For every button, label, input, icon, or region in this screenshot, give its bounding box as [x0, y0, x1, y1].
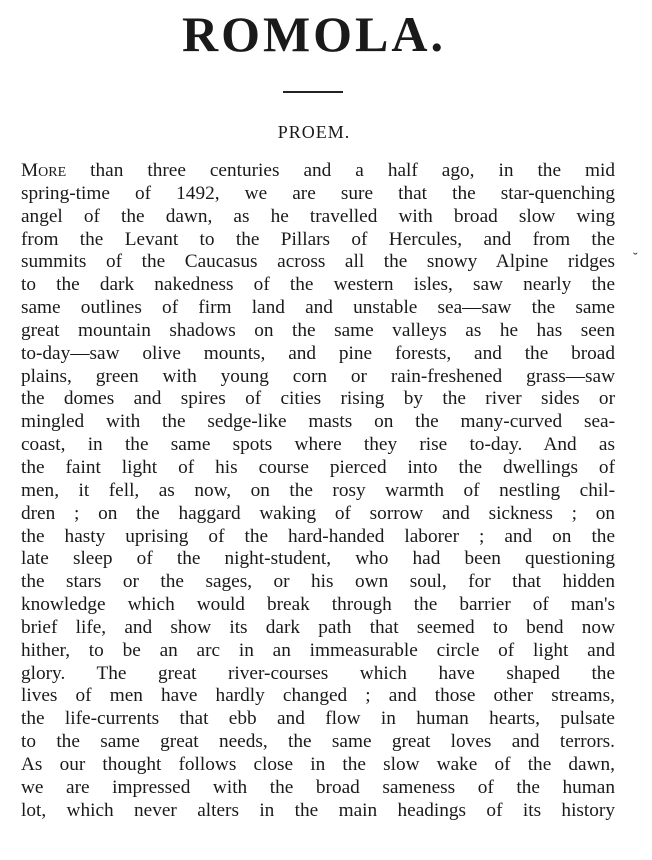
text-line — [21, 160, 615, 183]
opening-word: More — [21, 160, 67, 181]
text-line: from the Levant to the Pillars of Hercules, and from the — [21, 228, 615, 250]
text-line: dren ; on the haggard waking of sorrow and sickness ; on — [21, 502, 615, 524]
text-line: knowledge which would break through the barrier of man's — [21, 594, 615, 616]
text-line: the faint light of his course pierced into the dwellings of — [21, 456, 615, 478]
text-line: we are impressed with the broad sameness of the human — [21, 776, 615, 798]
text-line: angel of the dawn, as he travelled with broad slow wing — [21, 205, 615, 227]
section-heading: PROEM. — [277, 122, 351, 142]
title-divider — [283, 91, 343, 93]
text-line: summits of the Caucasus across all the snowy Alpine ridges — [21, 251, 615, 273]
text-line: coast, in the same spots where they rise to-day. And as — [21, 434, 615, 456]
text-line: the hasty uprising of the hard-handed laborer ; and on the — [21, 525, 615, 547]
text-line: great mountain shadows on the same valleys as he has seen — [21, 319, 615, 341]
text-line: hither, to be an arc in an immeasurable circle of light and — [21, 639, 615, 661]
text-line: same outlines of firm land and unstable sea—saw the same — [21, 297, 615, 319]
text-line: brief life, and show its dark path that seemed to bend now — [21, 616, 615, 638]
text-line: plains, green with young corn or rain-freshened grass—saw — [21, 365, 615, 387]
text-line: glory. The great river-courses which have shaped the — [21, 662, 615, 684]
text-line: late sleep of the night-student, who had been questioning — [21, 548, 615, 570]
text-line: the stars or the sages, or his own soul, for that hidden — [21, 571, 615, 593]
text-line: to the same great needs, the same great loves and terrors. — [21, 731, 615, 753]
text-line: to-day—saw olive mounts, and pine forests, and the broad — [21, 342, 615, 364]
text-line: As our thought follows close in the slow wake of the dawn, — [21, 753, 615, 775]
margin-mark: ˘ — [633, 251, 638, 266]
text-line: the domes and spires of cities rising by the river sides or — [21, 388, 615, 410]
book-title: ROMOLA. — [181, 6, 447, 62]
body-text — [21, 160, 615, 822]
text-line: men, it fell, as now, on the rosy warmth of nestling chil- — [21, 479, 615, 501]
opening-line-rest: than three centuries and a half ago, in the mid — [66, 160, 615, 181]
text-line: spring-time of 1492, we are sure that the star-quenching — [21, 182, 615, 204]
text-line: to the dark nakedness of the western isles, saw nearly the — [21, 274, 615, 296]
text-line: lives of men have hardly changed ; and those other streams, — [21, 685, 615, 707]
text-line: mingled with the sedge-like masts on the many-curved sea- — [21, 411, 615, 433]
text-line: lot, which never alters in the main headings of its history — [21, 799, 615, 821]
text-line: the life-currents that ebb and flow in human hearts, pulsate — [21, 708, 615, 730]
